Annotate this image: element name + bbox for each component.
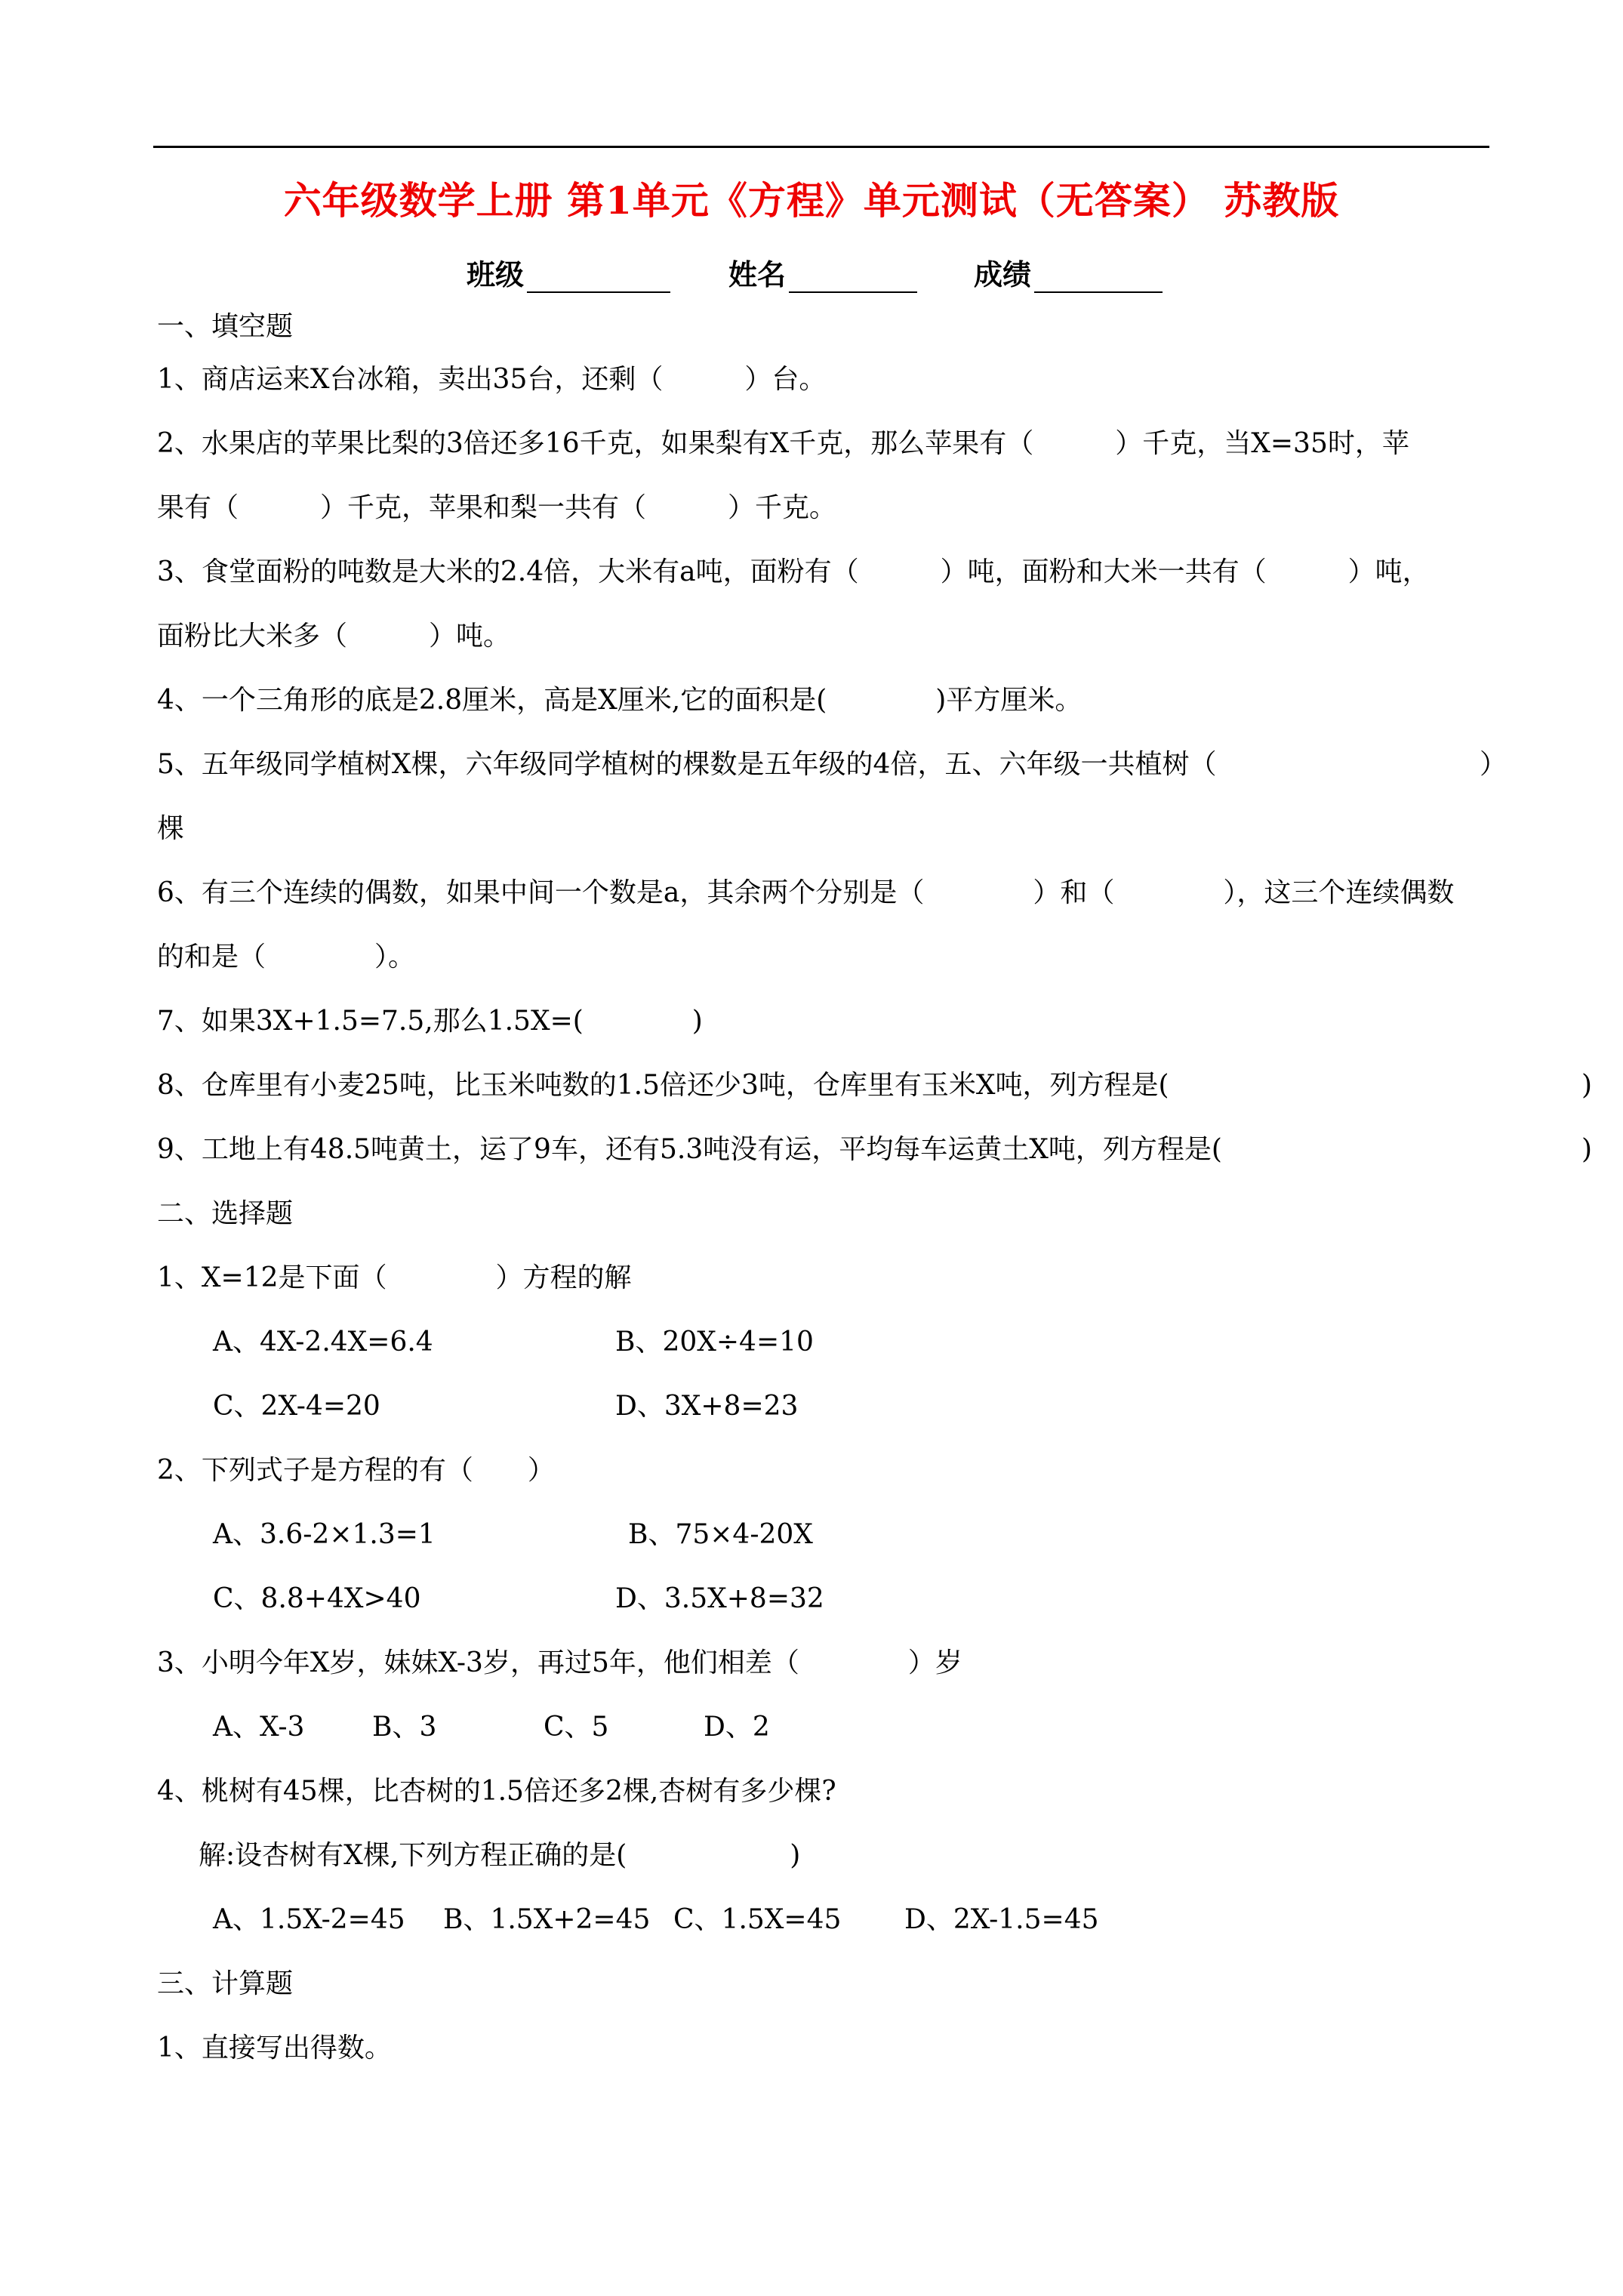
choice-question-4-sub: 解:设杏树有X棵,下列方程正确的是( ) [199,1840,801,1871]
name-label: 姓名 [728,258,787,291]
class-label: 班级 [467,258,525,291]
fill-question-5-line-2: 棵 [157,813,185,844]
section-heading-fill: 一、填空题 [157,311,294,342]
choice-4-option-a: A、1.5X-2=45 [213,1904,405,1935]
choice-question-1: 1、X=12是下面（ ）方程的解 [157,1262,632,1293]
fill-question-4: 4、一个三角形的底是2.8厘米，高是X厘米,它的面积是( )平方厘米。 [157,685,1083,716]
fill-question-5-close: ） [1480,749,1508,780]
choice-1-option-d: D、3X+8=23 [615,1391,799,1422]
choice-2-option-c: C、8.8+4X>40 [213,1583,421,1614]
score-blank [1034,261,1163,293]
fill-question-3-line-2: 面粉比大米多（ ）吨。 [157,621,511,652]
fill-question-5-line-1: 5、五年级同学植树X棵，六年级同学植树的棵数是五年级的4倍，五、六年级一共植树（ [157,749,1217,780]
choice-3-option-b: B、3 [372,1712,437,1743]
score-field [974,251,1163,289]
choice-question-4: 4、桃树有45棵，比杏树的1.5倍还多2棵,杏树有多少棵? [157,1776,836,1807]
section-heading-choice: 二、选择题 [157,1198,294,1229]
fill-question-1: 1、商店运来X台冰箱，卖出35台，还剩（ ）台。 [157,364,827,395]
top-rule [153,146,1489,148]
choice-1-option-a: A、4X-2.4X=6.4 [213,1327,433,1358]
choice-1-option-b: B、20X÷4=10 [615,1327,814,1358]
choice-1-option-c: C、2X-4=20 [213,1391,380,1422]
choice-2-option-a: A、3.6-2×1.3=1 [213,1519,436,1550]
page-title: 六年级数学上册 第1单元《方程》单元测试（无答案） 苏教版 [283,178,1340,223]
choice-3-option-c: C、5 [544,1712,609,1743]
fill-question-3-line-1: 3、食堂面粉的吨数是大米的2.4倍，大米有a吨，面粉有（ ）吨，面粉和大米一共有（ ）吨， [157,556,1430,587]
fill-question-9-close: ) [1581,1134,1593,1165]
section-heading-calc: 三、计算题 [157,1968,294,1999]
choice-question-3: 3、小明今年X岁，妹妹X-3岁，再过5年，他们相差（ ）岁 [157,1647,962,1678]
class-blank [527,261,670,293]
choice-3-option-a: A、X-3 [213,1712,305,1743]
choice-4-option-d: D、2X-1.5=45 [904,1904,1099,1935]
class-field [467,251,670,289]
fill-question-6-line-2: 的和是（ ）。 [157,942,416,972]
fill-question-7: 7、如果3X+1.5=7.5,那么1.5X=( ) [157,1006,703,1037]
name-field [728,251,917,289]
fill-question-8-close: ) [1581,1070,1593,1101]
choice-4-option-b: B、1.5X+2=45 [443,1904,651,1935]
choice-2-option-b: B、75×4-20X [628,1519,813,1550]
name-blank [789,261,917,293]
choice-2-option-d: D、3.5X+8=32 [615,1583,824,1614]
calc-question-1: 1、直接写出得数。 [157,2032,392,2063]
choice-3-option-d: D、2 [704,1712,770,1743]
choice-4-option-c: C、1.5X=45 [673,1904,842,1935]
fill-question-2-line-1: 2、水果店的苹果比梨的3倍还多16千克，如果梨有X千克，那么苹果有（ ）千克，当X=35时，苹 [157,428,1409,459]
fill-question-9: 9、工地上有48.5吨黄土，运了9车，还有5.3吨没有运，平均每车运黄土X吨，列方程是( [157,1134,1222,1165]
choice-question-2: 2、下列式子是方程的有（ ） [157,1455,555,1486]
fill-question-8: 8、仓库里有小麦25吨，比玉米吨数的1.5倍还少3吨，仓库里有玉米X吨，列方程是( [157,1070,1169,1101]
fill-question-6-line-1: 6、有三个连续的偶数，如果中间一个数是a，其余两个分别是（ ）和（ ），这三个连续偶数 [157,877,1455,908]
fill-question-2-line-2: 果有（ ）千克，苹果和梨一共有（ ）千克。 [157,492,837,523]
score-label: 成绩 [974,258,1032,291]
